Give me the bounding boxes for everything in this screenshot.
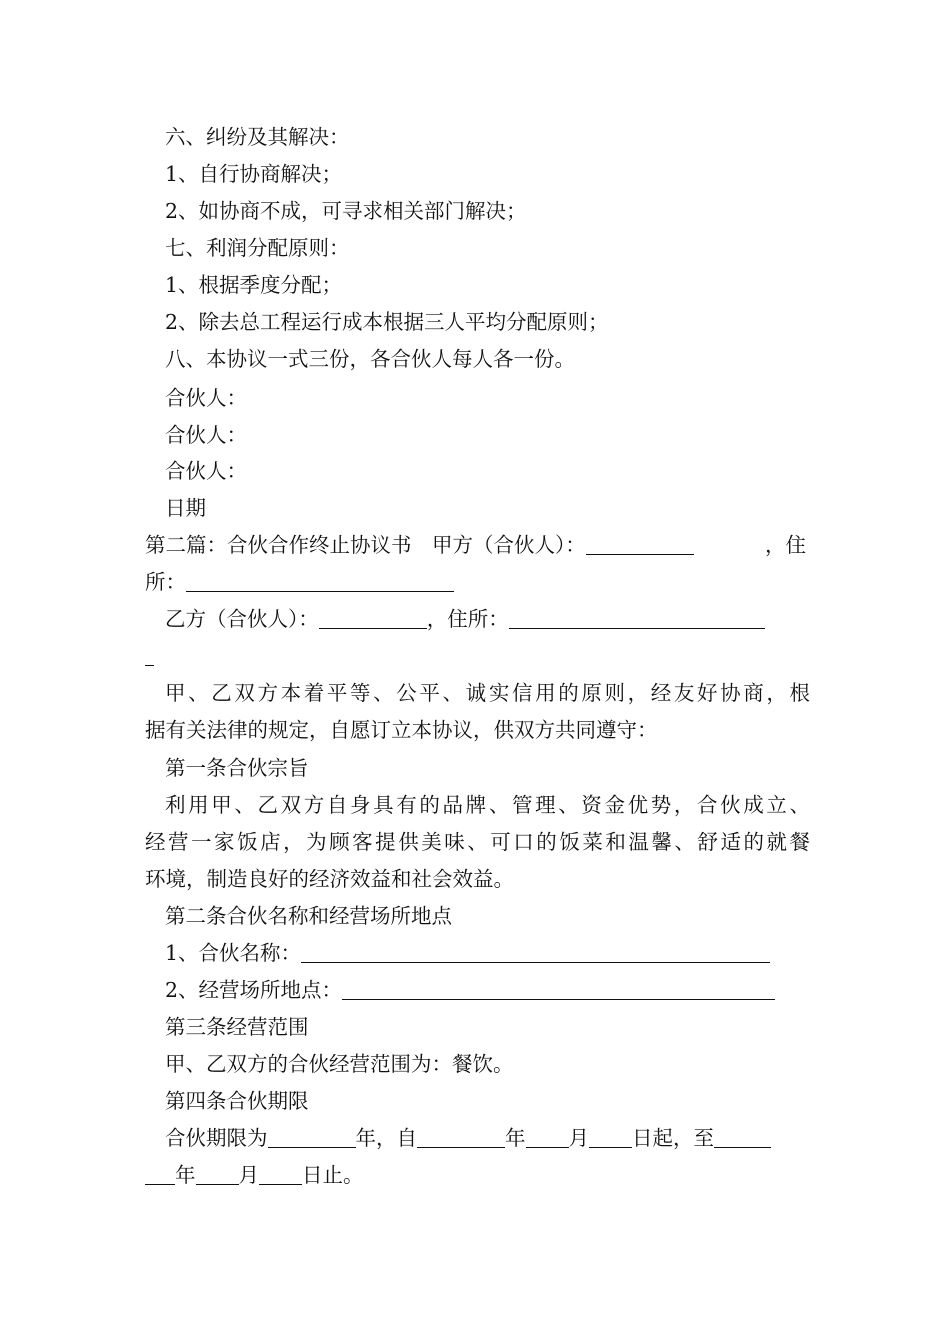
- business-location-line: [165, 972, 830, 1009]
- blank-continuation: [145, 643, 154, 666]
- end-year-blank: [145, 1162, 175, 1185]
- end-year-blank-start: [714, 1125, 771, 1148]
- term-years-blank: [268, 1125, 356, 1148]
- list-item: 2、如协商不成，可寻求相关部门解决；: [165, 199, 527, 223]
- party-b-address-blank: [509, 606, 765, 629]
- section-8-heading: 八、本协议一式三份，各合伙人每人各一份。: [165, 347, 575, 371]
- month-label: 月: [238, 1163, 259, 1187]
- party-a-address-blank: [186, 569, 454, 592]
- party-b-blank: [319, 606, 427, 629]
- date-label: 日期: [165, 496, 206, 520]
- article-2-heading: 第二条合伙名称和经营场所地点: [165, 904, 452, 928]
- party-b-line: [165, 601, 810, 638]
- business-location-label: 2、经营场所地点：: [165, 978, 343, 1002]
- partnership-name-line: [165, 935, 830, 972]
- list-item: 2、除去总工程运行成本根据三人平均分配原则；: [165, 310, 609, 334]
- term-end-label: 日止。: [302, 1163, 364, 1187]
- part-two-title: 第二篇：合伙合作终止协议书 甲方（合伙人）：: [145, 533, 586, 557]
- paragraph-line: 环境，制造良好的经济效益和社会效益。: [145, 867, 514, 891]
- section-6-heading: 六、纠纷及其解决：: [165, 125, 350, 149]
- partner-signature-line: 合伙人：: [165, 386, 247, 410]
- preamble-line: 据有关法律的规定，自愿订立本协议，供双方共同遵守：: [145, 718, 658, 742]
- address-label-start: ，住: [765, 533, 806, 557]
- year-label: 年: [175, 1163, 196, 1187]
- list-item: 1、根据季度分配；: [165, 273, 343, 297]
- party-b-address-overflow: [145, 638, 810, 675]
- partnership-name-blank: [301, 940, 770, 963]
- partner-signature-line: 合伙人：: [165, 423, 247, 447]
- partnership-name-label: 1、合伙名称：: [165, 941, 302, 965]
- term-from-label: 年，自: [355, 1126, 417, 1150]
- party-b-label: 乙方（合伙人）：: [165, 607, 319, 631]
- party-a-address-line: [145, 564, 810, 601]
- term-to-label: 日起，至: [632, 1126, 714, 1150]
- part-two-title-line: [145, 527, 810, 564]
- year-label: 年: [505, 1126, 526, 1150]
- section-7-heading: 七、利润分配原则：: [165, 236, 350, 260]
- term-line: [165, 1120, 810, 1157]
- article-3-heading: 第三条经营范围: [165, 1015, 309, 1039]
- paragraph-line: 利用甲、乙双方自身具有的品牌、管理、资金优势，合伙成立、: [165, 793, 810, 817]
- party-a-blank: [586, 532, 694, 555]
- party-b-address-label: ，住所：: [426, 607, 509, 631]
- start-year-blank: [417, 1125, 505, 1148]
- term-label: 合伙期限为: [165, 1126, 268, 1150]
- paragraph-line: 甲、乙双方的合伙经营范围为：餐饮。: [165, 1052, 514, 1076]
- partner-signature-line: 合伙人：: [165, 459, 247, 483]
- start-day-blank: [589, 1125, 632, 1148]
- end-month-blank: [196, 1162, 239, 1185]
- paragraph-line: 经营一家饭店，为顾客提供美味、可口的饭菜和温馨、舒适的就餐: [145, 830, 810, 854]
- month-label: 月: [568, 1126, 589, 1150]
- end-day-blank: [259, 1162, 302, 1185]
- list-item: 1、自行协商解决；: [165, 162, 343, 186]
- address-label-end: 所：: [145, 570, 186, 594]
- term-line-end: [145, 1157, 810, 1194]
- article-1-heading: 第一条合伙宗旨: [165, 756, 309, 780]
- start-month-blank: [526, 1125, 569, 1148]
- article-4-heading: 第四条合伙期限: [165, 1089, 309, 1113]
- business-location-blank: [342, 977, 775, 1000]
- preamble-line: 甲、乙双方本着平等、公平、诚实信用的原则，经友好协商，根: [165, 681, 810, 705]
